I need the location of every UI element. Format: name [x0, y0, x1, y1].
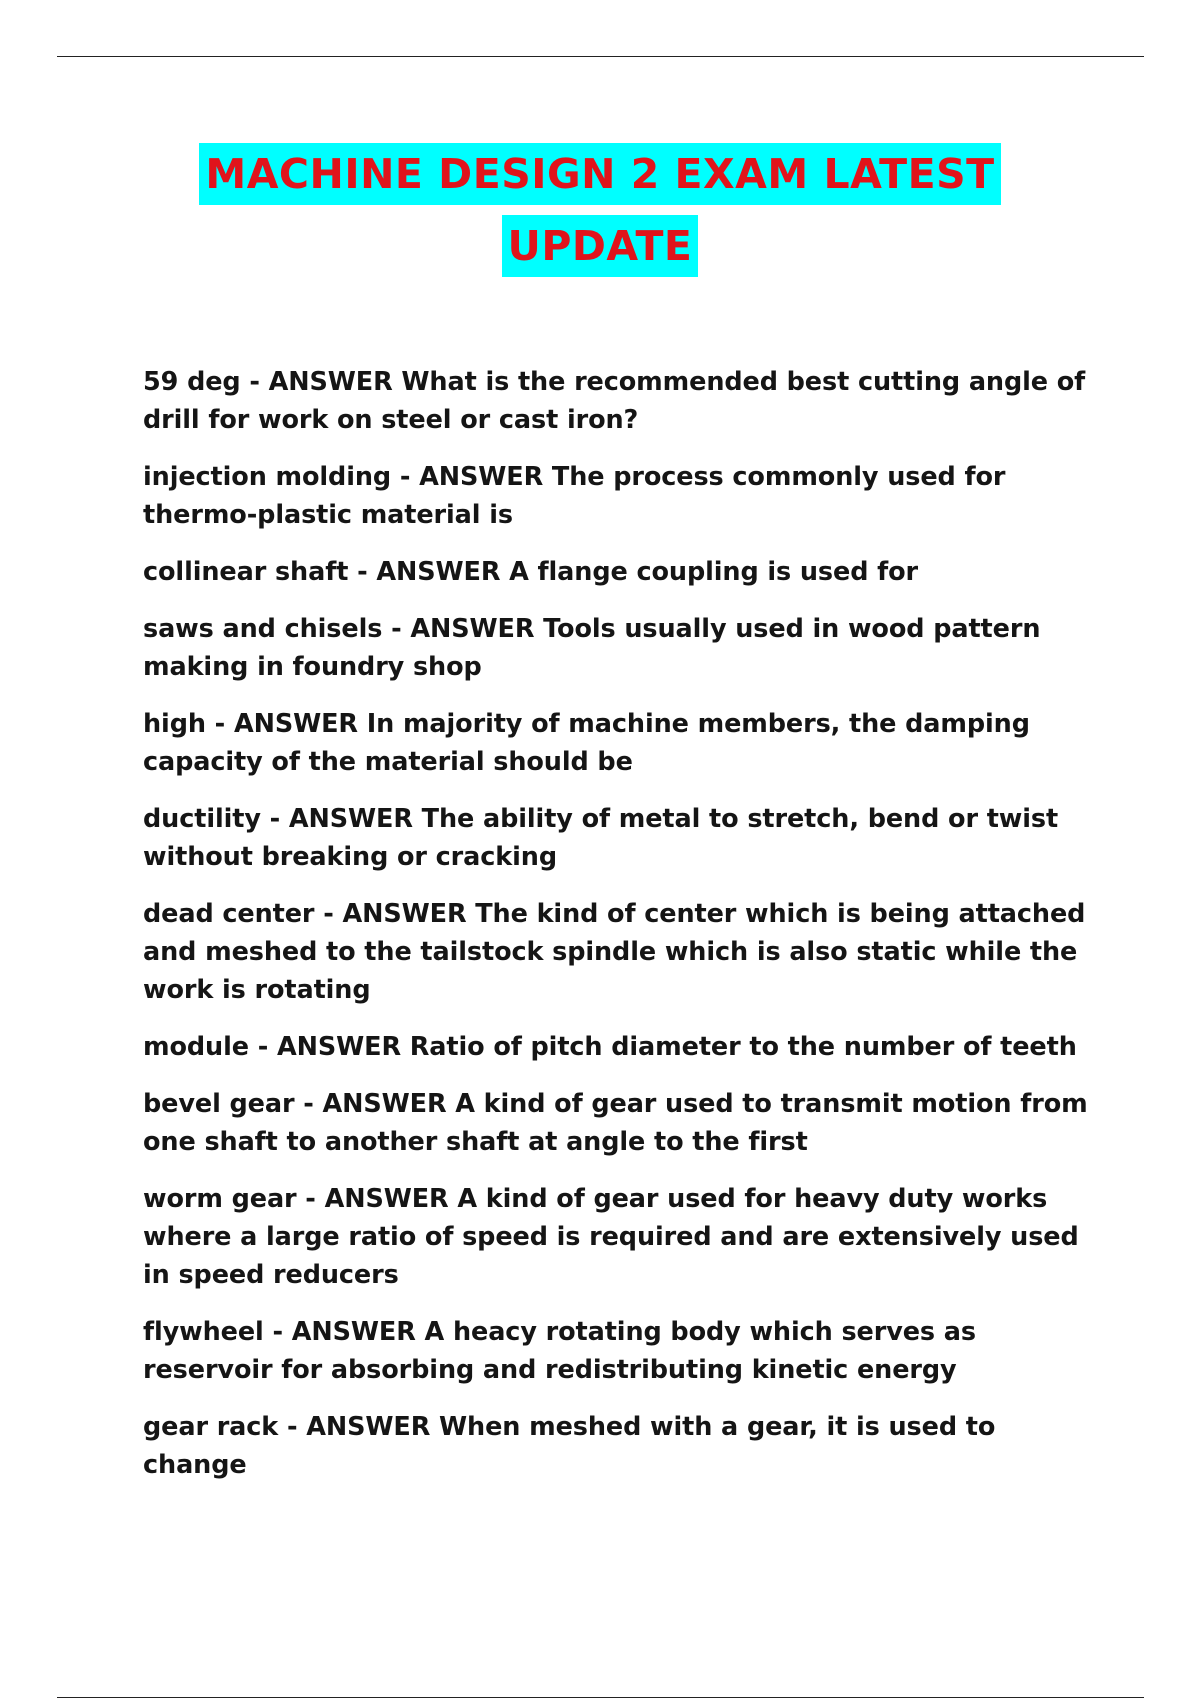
qa-item: 59 deg - ANSWER What is the recommended best cutting angle of drill for work on steel or cast iron? [143, 367, 1086, 435]
top-rule [57, 56, 1144, 57]
qa-item: dead center - ANSWER The kind of center which is being attached and meshed to the tailstock spindle which is also static while the work is rotating [143, 899, 1086, 1005]
qa-item: gear rack - ANSWER When meshed with a gear, it is used to change [143, 1412, 996, 1480]
qa-item: collinear shaft - ANSWER A flange coupling is used for [143, 557, 919, 587]
qa-item: flywheel - ANSWER A heacy rotating body which serves as reservoir for absorbing and redistributing kinetic energy [143, 1317, 976, 1385]
document-title [0, 143, 1200, 287]
qa-item: worm gear - ANSWER A kind of gear used for heavy duty works where a large ratio of speed is required and are extensively used in speed reducers [143, 1184, 1079, 1290]
qa-list [143, 363, 1093, 1503]
qa-item: saws and chisels - ANSWER Tools usually used in wood pattern making in foundry shop [143, 614, 1041, 682]
bottom-rule [57, 1697, 1144, 1698]
qa-item: bevel gear - ANSWER A kind of gear used to transmit motion from one shaft to another shaft at angle to the first [143, 1089, 1088, 1157]
qa-item: high - ANSWER In majority of machine members, the damping capacity of the material should be [143, 709, 1030, 777]
qa-item: ductility - ANSWER The ability of metal to stretch, bend or twist without breaking or cracking [143, 804, 1059, 872]
title-line-2: UPDATE [502, 215, 699, 277]
title-line-1: MACHINE DESIGN 2 EXAM LATEST [199, 143, 1000, 205]
qa-item: injection molding - ANSWER The process commonly used for thermo-plastic material is [143, 462, 1006, 530]
qa-item: module - ANSWER Ratio of pitch diameter to the number of teeth [143, 1032, 1077, 1062]
